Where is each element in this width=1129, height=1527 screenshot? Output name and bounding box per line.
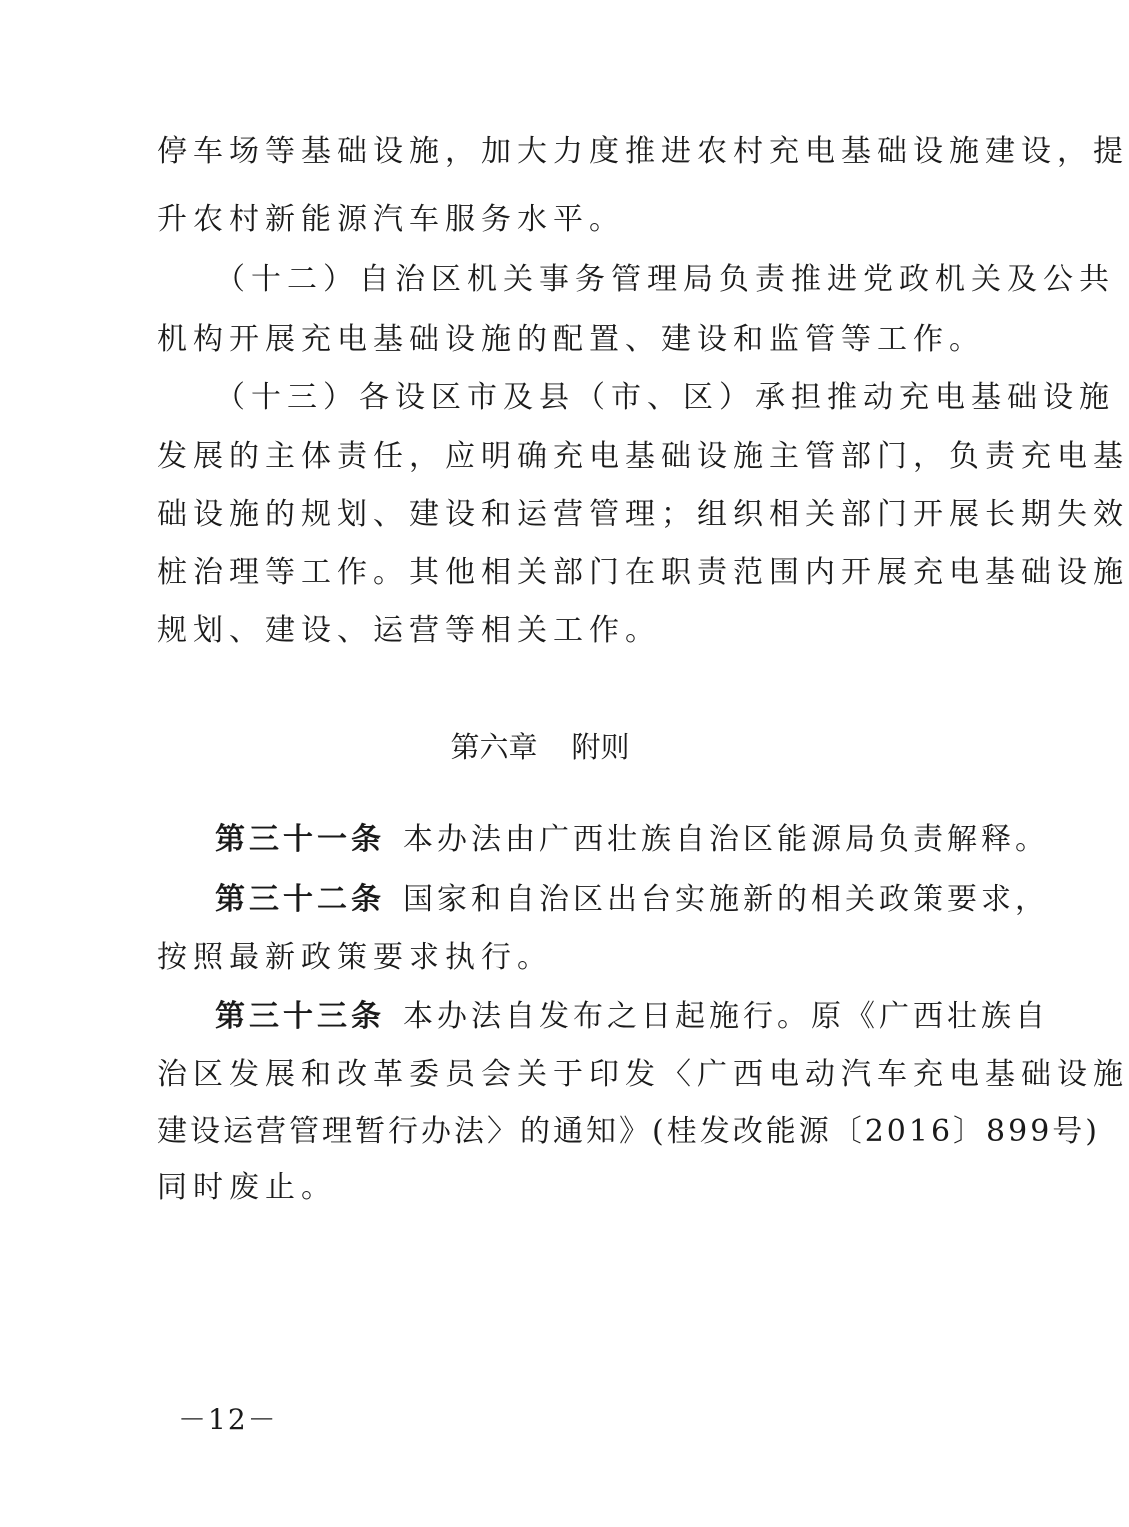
article-text: 国家和自治区出台实施新的相关政策要求， — [403, 882, 1049, 917]
paragraph-line: 升农村新能源汽车服务水平。 — [157, 202, 625, 237]
article-text: 本办法由广西壮族自治区能源局负责解释。 — [403, 822, 1049, 857]
paragraph-line: 同时废止。 — [157, 1170, 337, 1205]
article-label: 第三十一条 — [215, 822, 385, 857]
paragraph-line: 发展的主体责任，应明确充电基础设施主管部门，负责充电基 — [157, 439, 1129, 474]
article-31 — [215, 820, 1049, 860]
paragraph-line: （十三）各设区市及县（市、区）承担推动充电基础设施 — [215, 380, 1115, 415]
paragraph-line: 治区发展和改革委员会关于印发〈广西电动汽车充电基础设施 — [157, 1057, 1129, 1092]
paragraph-line: 础设施的规划、建设和运营管理；组织相关部门开展长期失效 — [157, 497, 1129, 532]
paragraph-line: 按照最新政策要求执行。 — [157, 940, 553, 975]
article-label: 第三十二条 — [215, 882, 385, 917]
paragraph-line: 机构开展充电基础设施的配置、建设和监管等工作。 — [157, 322, 985, 357]
chapter-title: 附则 — [571, 730, 630, 764]
article-32 — [215, 880, 1049, 920]
article-label: 第三十三条 — [215, 999, 385, 1034]
paragraph-line: 建设运营管理暂行办法〉的通知》(桂发改能源〔2016〕899号) — [157, 1114, 1101, 1149]
article-text: 本办法自发布之日起施行。原《广西壮族自 — [403, 999, 1049, 1034]
paragraph-line: 桩治理等工作。其他相关部门在职责范围内开展充电基础设施 — [157, 555, 1129, 590]
paragraph-line: 规划、建设、运营等相关工作。 — [157, 613, 661, 648]
page-number: －12－ — [178, 1403, 278, 1436]
paragraph-line: （十二）自治区机关事务管理局负责推进党政机关及公共 — [215, 262, 1115, 297]
paragraph-line: 停车场等基础设施，加大力度推进农村充电基础设施建设，提 — [157, 134, 1129, 169]
article-33 — [215, 997, 1049, 1037]
chapter-heading — [0, 727, 1080, 767]
chapter-number: 第六章 — [450, 730, 538, 764]
